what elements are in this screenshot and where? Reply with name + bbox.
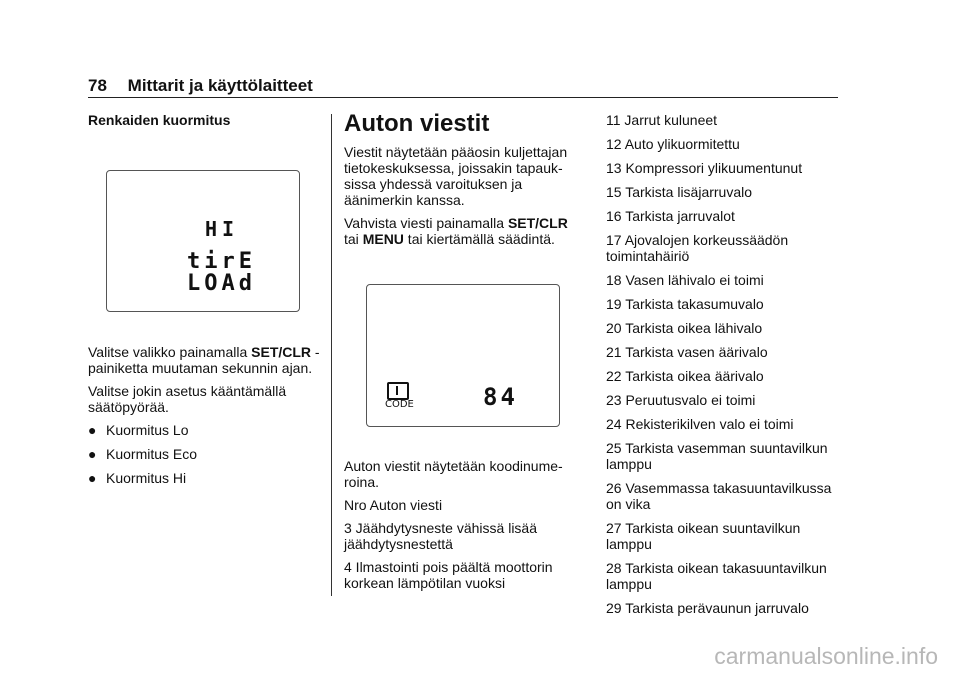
list-item: 23 Peruutusvalo ei toimi	[606, 392, 756, 408]
list-item: ● Kuormitus Lo	[88, 422, 189, 438]
page-header	[88, 76, 313, 96]
display-line-1: HI	[205, 217, 240, 241]
list-item: ● Kuormitus Hi	[88, 470, 187, 486]
code-label: CODE	[385, 399, 414, 410]
list-item: ● Kuormitus Eco	[88, 446, 198, 462]
display-line-3: LOAd	[187, 271, 256, 296]
list-item: 28 Tarkista oikean takasuuntavilkun lamppu	[606, 560, 827, 592]
column-divider	[331, 114, 332, 596]
list-item: 12 Auto ylikuormitettu	[606, 136, 740, 152]
list-item: 16 Tarkista jarruvalot	[606, 208, 735, 224]
message-item: 4 Ilmastointi pois päältä moottorin korkean lämpötilan vuoksi	[344, 559, 553, 591]
list-item: 29 Tarkista perävaunun jarruvalo	[606, 600, 809, 616]
messages-code-info: Auton viestit näytetään koodinume-roina.	[344, 458, 563, 490]
list-item: 24 Rekisterikilven valo ei toimi	[606, 416, 794, 432]
message-item: 3 Jäähdytysneste vähissä lisää jäähdytysnestettä	[344, 520, 537, 552]
list-item: 19 Tarkista takasumuvalo	[606, 296, 764, 312]
message-code-display	[366, 284, 560, 427]
list-item: 21 Tarkista vasen äärivalo	[606, 344, 768, 360]
display-line-2: tirE	[187, 249, 256, 274]
list-item: 17 Ajovalojen korkeussäädön toimintahäiriö	[606, 232, 789, 264]
list-item: 11 Jarrut kuluneet	[606, 112, 718, 128]
list-item: 25 Tarkista vasemman suuntavilkun lamppu	[606, 440, 828, 472]
tire-load-text	[88, 344, 320, 494]
list-item: 27 Tarkista oikean suuntavilkun lamppu	[606, 520, 801, 552]
page-number: 78	[88, 76, 107, 95]
messages-intro: Viestit näytetään pääosin kuljettajan tietokeskuksessa, joissakin tapauk-sissa yhdessä varoituksen ja äänimerkin kanssa.	[344, 144, 568, 208]
messages-confirm: Vahvista viesti painamalla SET/CLR tai MENU tai kiertämällä säädintä.	[344, 215, 568, 247]
messages-text	[344, 458, 584, 598]
column-message-list	[606, 112, 841, 624]
section-title: Renkaiden kuormitus	[88, 112, 231, 128]
code-number: 84	[483, 383, 518, 411]
list-item: 20 Tarkista oikea lähivalo	[606, 320, 763, 336]
list-item: 18 Vasen lähivalo ei toimi	[606, 272, 764, 288]
list-item: 22 Tarkista oikea äärivalo	[606, 368, 764, 384]
instruction-paragraph-1: Valitse valikko painamalla SET/CLR -painiketta muutaman sekunnin ajan.	[88, 344, 320, 376]
list-item: 15 Tarkista lisäjarruvalo	[606, 184, 753, 200]
page-title: Auton viestit	[344, 110, 490, 137]
column-vehicle-messages	[344, 110, 584, 254]
instruction-paragraph-2: Valitse jokin asetus kääntämällä säätöpyörää.	[88, 383, 287, 415]
list-item: 26 Vasemmassa takasuuntavilkussa on vika	[606, 480, 832, 512]
chapter-title: Mittarit ja käyttölaitteet	[127, 76, 313, 95]
column-tire-load	[88, 112, 318, 128]
header-rule	[88, 97, 838, 98]
messages-table-header: Nro Auton viesti	[344, 497, 443, 513]
info-book-icon	[387, 382, 409, 400]
list-item: 13 Kompressori ylikuumentunut	[606, 160, 803, 176]
watermark: carmanualsonline.info	[714, 643, 938, 669]
tire-load-display	[106, 170, 300, 312]
